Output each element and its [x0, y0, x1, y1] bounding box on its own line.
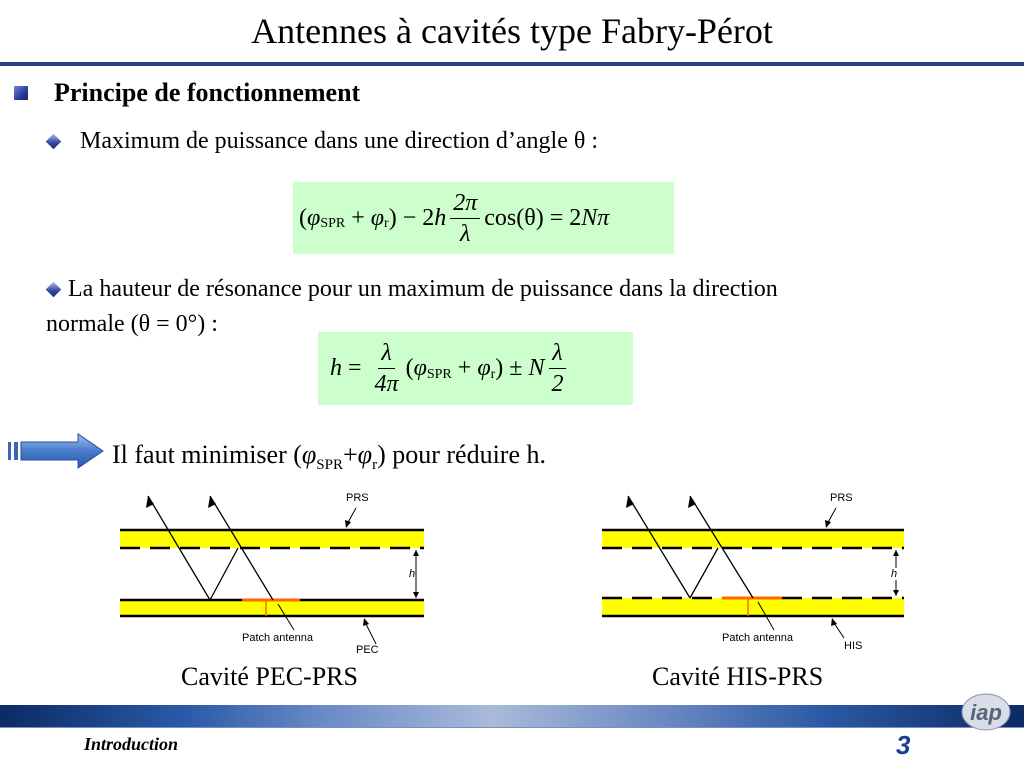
eq1-sub-spr: SPR: [320, 216, 346, 231]
eq1-frac-num: 2π: [450, 188, 480, 219]
eq2-frac2-den: 2: [551, 371, 564, 397]
eq2-frac1-num: λ: [378, 338, 394, 369]
eq2-sub-spr: SPR: [426, 366, 452, 382]
conclusion-post: ) pour réduire h.: [377, 440, 546, 469]
conclusion-phi-r: φ: [357, 440, 373, 469]
his-label: HIS: [844, 640, 863, 652]
eq1-phi-r: φ: [370, 204, 385, 231]
slide-title: Antennes à cavités type Fabry-Pérot: [251, 11, 773, 51]
section-heading: Principe de fonctionnement: [54, 78, 361, 107]
arrowhead-icon: [893, 550, 899, 556]
arrowhead-icon: [413, 550, 419, 556]
eq1-close-minus: ) − 2: [388, 204, 435, 231]
prs-layer: [602, 530, 904, 548]
logo: [958, 686, 1014, 736]
arrowhead-icon: [688, 496, 696, 508]
eq2-frac2-num: λ: [549, 338, 565, 369]
equation-2-box: [318, 332, 633, 405]
equation-1: [299, 187, 609, 249]
arrowhead-icon: [363, 618, 369, 626]
conclusion-text: [112, 440, 546, 473]
eq2-plus: +: [451, 355, 478, 381]
arrowhead-icon: [413, 592, 419, 598]
patch-label-left: Patch antenna: [242, 632, 313, 644]
ground-layer: [602, 598, 904, 616]
arrowhead-icon: [146, 496, 154, 508]
arrowhead-icon: [893, 590, 899, 596]
diamond-bullet-icon: [46, 134, 62, 150]
arrowhead-icon: [208, 496, 216, 508]
footer-bar: [0, 705, 1024, 727]
eq2-phi-r: φ: [477, 355, 491, 381]
footer-section: Introduction: [84, 734, 179, 754]
conclusion-plus: +: [343, 440, 358, 469]
eq1-phi-spr: φ: [307, 204, 321, 231]
eq2-N: N: [528, 355, 545, 381]
eq2-fraction-1: [372, 338, 402, 399]
prs-label-right: PRS: [830, 492, 853, 504]
conclusion-sub-r: r: [372, 457, 378, 473]
prs-label-left: PRS: [346, 492, 369, 504]
pec-label: PEC: [356, 644, 379, 656]
eq1-h: h: [434, 204, 447, 231]
ray-2: [210, 548, 238, 600]
eq2-h: h: [330, 355, 342, 381]
conclusion-pre: Il faut minimiser (: [112, 440, 302, 469]
bullet-text-2-line1: La hauteur de résonance pour un maximum de puissance dans la direction: [68, 276, 778, 302]
diamond-bullet-icon: [46, 282, 62, 298]
page-number: 3: [896, 730, 911, 760]
conclusion-sub-spr: SPR: [316, 457, 343, 473]
eq2-fraction-2: [548, 338, 566, 399]
eq1-plus: +: [345, 204, 371, 231]
eq1-sub-r: r: [384, 216, 389, 231]
eq1-cos: cos(θ) = 2: [484, 204, 582, 231]
footer-line: [0, 727, 1024, 728]
prs-layer: [120, 530, 424, 548]
h-label-left: h: [409, 568, 416, 580]
title-rule: [0, 62, 1024, 66]
bullet-text-1: Maximum de puissance dans une direction d’angle θ :: [80, 128, 599, 154]
arrowhead-icon: [831, 618, 837, 626]
eq1-frac-den: λ: [460, 220, 471, 247]
eq2-equals: =: [342, 355, 368, 381]
eq2-phi-spr: φ: [413, 355, 427, 381]
square-bullet-icon: [14, 86, 28, 100]
eq2-close-pm: ) ±: [495, 355, 529, 381]
arrowhead-icon: [626, 496, 634, 508]
eq1-fraction: [450, 188, 480, 249]
caption-left: Cavité PEC-PRS: [181, 662, 358, 691]
eq2-open-paren: (: [405, 355, 414, 381]
ray-2: [690, 548, 718, 598]
bullet-text-2-line2: normale (θ = 0°) :: [46, 311, 218, 337]
eq2-frac1-den: 4π: [374, 371, 399, 397]
equation-2: [330, 337, 570, 400]
eq1-open-paren: (: [299, 204, 307, 231]
equation-1-box: [293, 182, 674, 254]
arrowhead-icon: [345, 520, 351, 528]
conclusion-phi-spr: φ: [301, 440, 317, 469]
arrowhead-icon: [825, 520, 831, 528]
eq1-rhs: Nπ: [581, 204, 610, 231]
right-arrow-icon: [6, 432, 106, 470]
logo-text: iap: [970, 700, 1002, 725]
caption-right: Cavité HIS-PRS: [652, 662, 824, 691]
ground-layer: [120, 600, 424, 616]
h-label-right: h: [891, 568, 898, 580]
patch-label-right: Patch antenna: [722, 632, 793, 644]
eq2-sub-r: r: [490, 366, 496, 382]
